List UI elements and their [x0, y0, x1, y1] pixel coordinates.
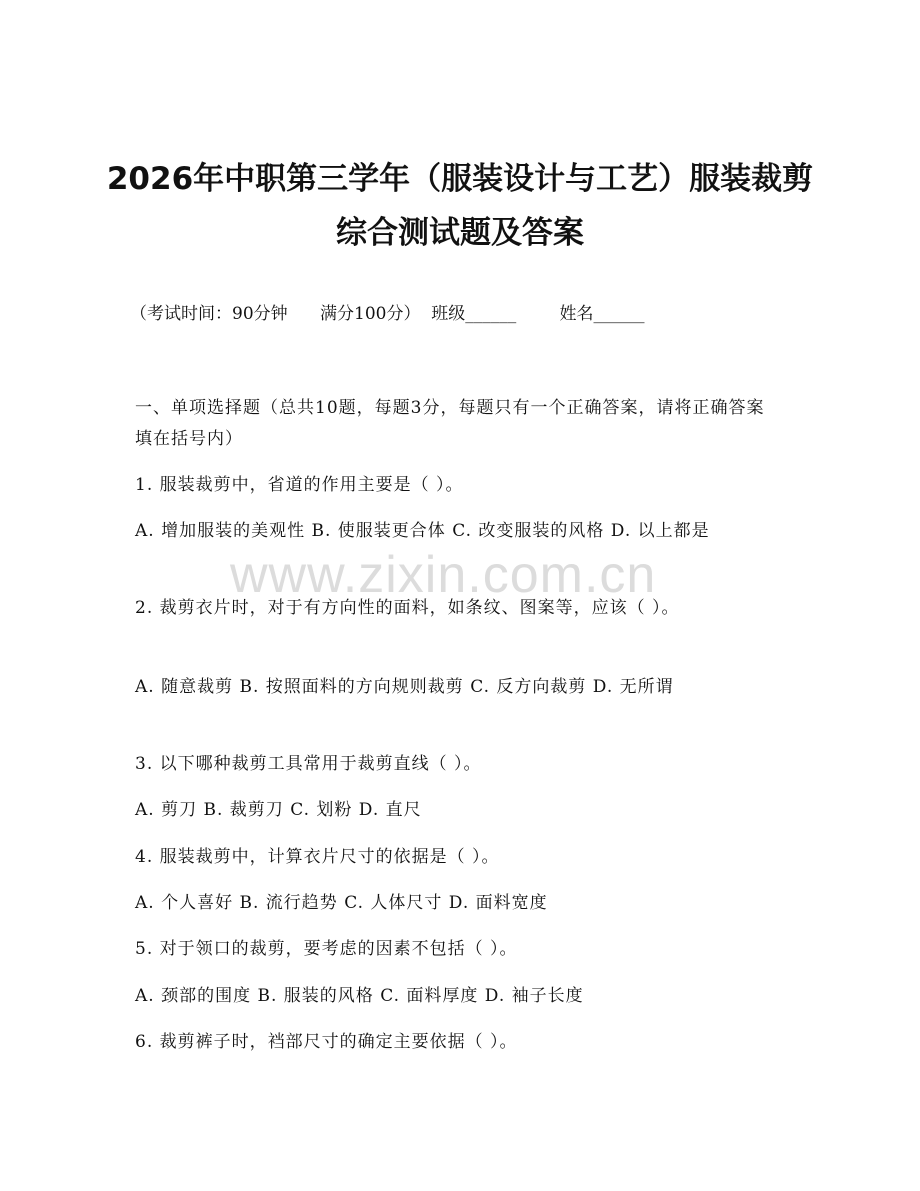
question-stem: 1. 服装裁剪中，省道的作用主要是（ ）。 — [135, 475, 464, 495]
section-heading: 一、单项选择题（总共10题，每题3分，每题只有一个正确答案，请将正确答案填在括号内） — [135, 398, 765, 449]
question-stem: 5. 对于领口的裁剪，要考虑的因素不包括（ ）。 — [135, 939, 518, 959]
exam-meta: （考试时间：90分钟 满分100分） 班级______ 姓名______ — [130, 304, 645, 324]
question-stem: 2. 裁剪衣片时，对于有方向性的面料，如条纹、图案等，应该（ ）。 — [135, 598, 680, 618]
question-stem: 6. 裁剪裤子时，裆部尺寸的确定主要依据（ ）。 — [135, 1032, 518, 1052]
question-stem: 4. 服装裁剪中，计算衣片尺寸的依据是（ ）。 — [135, 847, 500, 867]
question-options: A. 剪刀 B. 裁剪刀 C. 划粉 D. 直尺 — [135, 800, 422, 820]
document-title: 2026年中职第三学年（服装设计与工艺）服装裁剪综合测试题及答案 — [106, 161, 814, 251]
question-options: A. 随意裁剪 B. 按照面料的方向规则裁剪 C. 反方向裁剪 D. 无所谓 — [135, 677, 674, 697]
question-options: A. 增加服装的美观性 B. 使服装更合体 C. 改变服装的风格 D. 以上都是 — [135, 521, 710, 541]
watermark: www.zixin.com.cn — [230, 546, 657, 604]
question-options: A. 颈部的围度 B. 服装的风格 C. 面料厚度 D. 袖子长度 — [135, 986, 584, 1006]
question-stem: 3. 以下哪种裁剪工具常用于裁剪直线（ ）。 — [135, 754, 482, 774]
question-options: A. 个人喜好 B. 流行趋势 C. 人体尺寸 D. 面料宽度 — [135, 893, 548, 913]
